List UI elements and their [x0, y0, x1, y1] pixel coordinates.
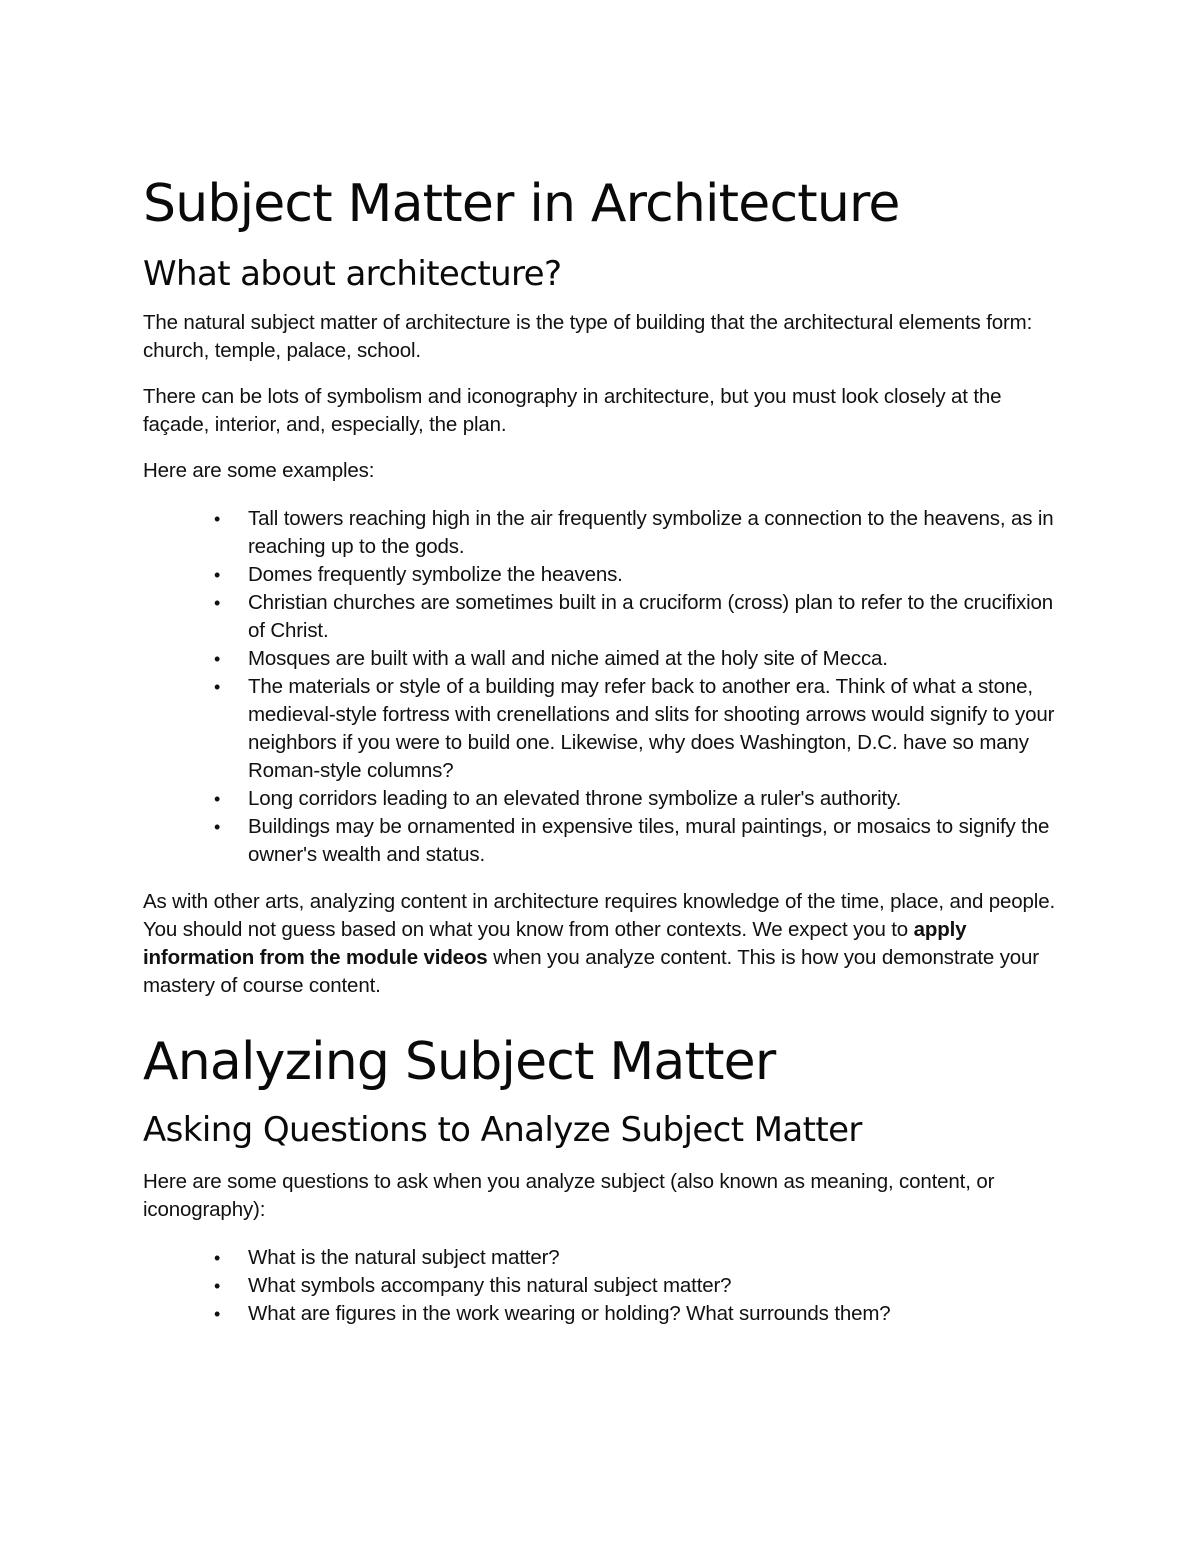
bullet-icon: •: [214, 565, 221, 585]
closing-text-end: when you analyze content. This is how you demonstrate your mastery of course content.: [143, 946, 1039, 997]
bullet-icon: •: [214, 817, 221, 837]
closing-text-start: As with other arts, analyzing content in architecture requires knowledge of the time, place, and people. You should not guess based on what you know from other contexts. We expect you to: [143, 890, 1055, 941]
list-item: [214, 561, 1073, 589]
bullet-icon: •: [214, 1248, 221, 1268]
list-item-text: What symbols accompany this natural subject matter?: [248, 1274, 732, 1297]
list-item-text: Christian churches are sometimes built in a cruciform (cross) plan to refer to the crucifixion of Christ.: [248, 591, 1054, 642]
bullet-icon: •: [214, 593, 221, 613]
list-item: [214, 505, 1073, 561]
section-subtitle-architecture: What about architecture?: [143, 254, 562, 294]
questions-list: [143, 1244, 1073, 1328]
section-title-analyzing: Analyzing Subject Matter: [143, 1032, 776, 1092]
paragraph-closing: [143, 888, 1073, 1000]
closing-emphasis: apply information from the module videos: [143, 918, 967, 969]
list-item: [214, 813, 1073, 869]
bullet-icon: •: [214, 509, 221, 529]
paragraph-natural-subject: The natural subject matter of architecture is the type of building that the architectural elements form: church, temple, palace, school.: [143, 311, 1033, 362]
bullet-icon: •: [214, 677, 221, 697]
bullet-icon: •: [214, 789, 221, 809]
list-item: [214, 645, 1073, 673]
document-content: [143, 164, 1073, 1347]
list-item-text: Long corridors leading to an elevated throne symbolize a ruler's authority.: [248, 787, 902, 810]
bullet-icon: •: [214, 649, 221, 669]
list-item: [214, 1244, 1073, 1272]
paragraph-questions-intro: Here are some questions to ask when you analyze subject (also known as meaning, content, or iconography):: [143, 1170, 995, 1221]
list-item: [214, 589, 1073, 645]
bullet-icon: •: [214, 1276, 221, 1296]
list-item-text: Tall towers reaching high in the air frequently symbolize a connection to the heavens, as in reaching up to the gods.: [248, 507, 1054, 558]
list-item-text: Domes frequently symbolize the heavens.: [248, 563, 623, 586]
list-item-text: The materials or style of a building may refer back to another era. Think of what a stone, medieval-style fortress with crenellations and slits for shooting arrows would signify to your neighbors if you were to build one. Likewise, why does Washington, D.C. have so many Roman-style columns?: [248, 675, 1055, 782]
paragraph-examples-intro: Here are some examples:: [143, 459, 375, 482]
paragraph-symbolism: There can be lots of symbolism and iconography in architecture, but you must look closely at the façade, interior, and, especially, the plan.: [143, 385, 1002, 436]
list-item: [214, 785, 1073, 813]
list-item-text: Buildings may be ornamented in expensive tiles, mural paintings, or mosaics to signify the owner's wealth and status.: [248, 815, 1050, 866]
page-title: Subject Matter in Architecture: [143, 174, 900, 234]
list-item-text: What are figures in the work wearing or holding? What surrounds them?: [248, 1302, 891, 1325]
list-item-text: What is the natural subject matter?: [248, 1246, 560, 1269]
bullet-icon: •: [214, 1304, 221, 1324]
examples-list: [143, 505, 1073, 869]
list-item: [214, 673, 1073, 785]
list-item: [214, 1300, 1073, 1328]
list-item-text: Mosques are built with a wall and niche aimed at the holy site of Mecca.: [248, 647, 888, 670]
list-item: [214, 1272, 1073, 1300]
section-subtitle-questions: Asking Questions to Analyze Subject Matter: [143, 1110, 862, 1150]
